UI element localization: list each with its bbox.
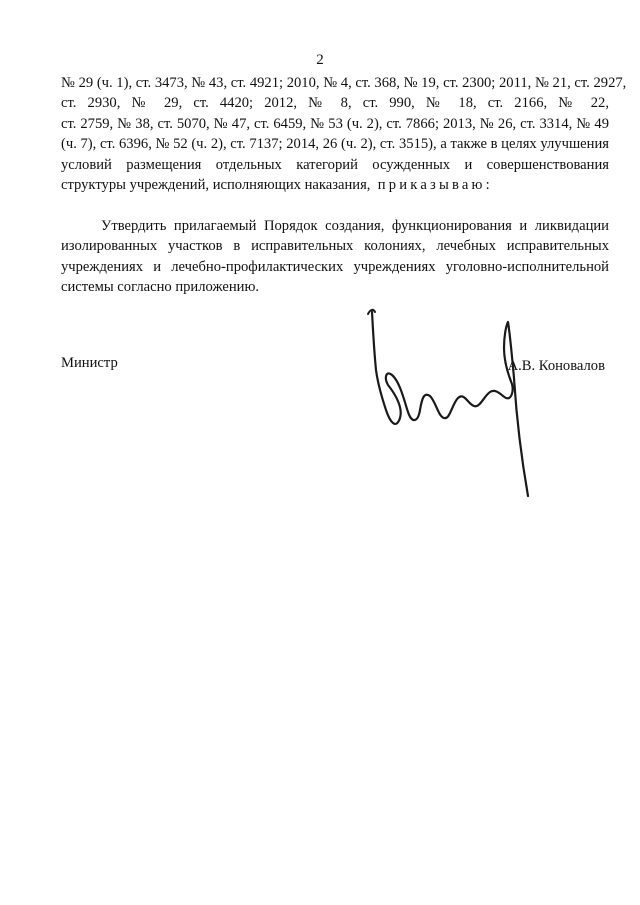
signature-stroke [372, 312, 528, 496]
intro-line-3: ст. 2759, № 38, ст. 5070, № 47, ст. 6459, № 53 (ч. 2), ст. 7866; 2013, № 26, ст. 3314, № 49 [61, 115, 609, 132]
page-number: 2 [316, 52, 324, 68]
decree-line-1: Утвердить прилагаемый Порядок создания, функционирования и ликвидации [101, 218, 609, 234]
order-word: приказываю: [377, 177, 493, 194]
intro-line-1: № 29 (ч. 1), ст. 3473, № 43, ст. 4921; 2010, № 4, ст. 368, № 19, ст. 2300; 2011, № 21, ст. 2927, [61, 75, 627, 91]
decree-line-2: изолированных участков в исправительных колониях, лечебных исправительных [61, 238, 609, 255]
intro-line-5: условий размещения отдельных категорий осужденных и совершенствования [61, 156, 609, 173]
minister-name: А.В. Коновалов [507, 358, 605, 374]
intro-paragraph [61, 73, 627, 195]
intro-line-6 [61, 175, 609, 195]
handwritten-signature [356, 300, 546, 500]
decree-line-4: системы согласно приложению. [61, 279, 259, 296]
decree-line-3: учреждениях и лечебно-профилактических учреждениях уголовно-исполнительной [61, 258, 609, 275]
intro-line-4: (ч. 7), ст. 6396, № 52 (ч. 2), ст. 7137; 2014, 26 (ч. 2), ст. 3515), а также в целях улучшения [61, 136, 609, 153]
decree-paragraph [61, 216, 609, 298]
intro-line-2: ст. 2930, № 29, ст. 4420; 2012, № 8, ст. 990, № 18, ст. 2166, № 22, [61, 95, 609, 112]
minister-title: Министр [61, 355, 118, 371]
intro-last-line-text: структуры учреждений, исполняющих наказания, [61, 177, 371, 194]
